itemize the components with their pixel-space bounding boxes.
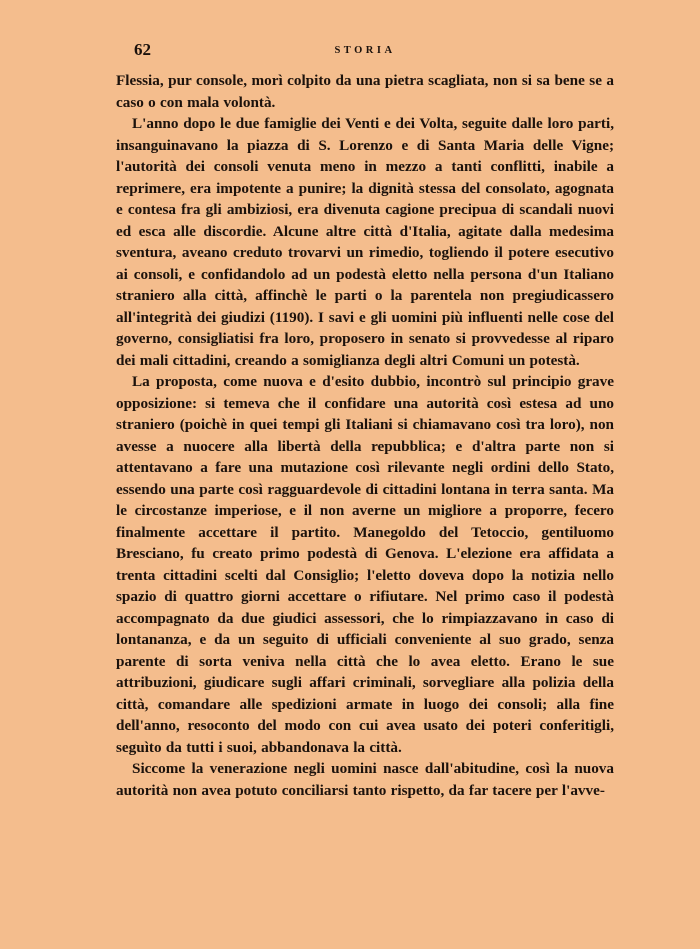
body-text [116,70,614,801]
paragraph-4: Siccome la venerazione negli uomini nasce dall'abitudine, così la nuova autorità non avea potuto conciliarsi tanto rispetto, da far tacere per l'avve- [116,760,614,799]
book-page [116,36,614,801]
page-header [116,36,614,66]
running-head: STORIA [334,45,396,56]
paragraph-3: La proposta, come nuova e d'esito dubbio, incontrò sul principio grave opposizione: si temeva che il confidare una autorità così estesa ad uno straniero (poichè in quei tempi gli Italiani si chiamavano così tra loro), non avesse a nuocere alla libertà della repubblica; e d'altra parte non si attentavano a fare una mutazione così rilevante negli ordini dello Stato, essendo una parte così ragguardevole di cittadini lontana in terra santa. Ma le circostanze imperiose, e il non averne un migliore a proporre, fecero finalmente accettare il partito. Manegoldo del Tetoccio, gentiluomo Bresciano, fu creato primo podestà di Genova. L'elezione era affidata a trenta cittadini scelti dal Consiglio; l'eletto doveva dopo la notizia nello spazio di quattro giorni accettare o rifiutare. Nel primo caso il podestà accompagnato da due giudici assessori, che lo rimpiazzavano in caso di lontananza, e da un seguito di ufficiali conveniente al suo grado, senza parente di sorta veniva nella città che lo avea eletto. Erano le sue attribuzioni, giudicare sugli affari criminali, sorvegliare alla polizia della città, comandare alle spedizioni armate in luogo dei consoli; alla fine dell'anno, resoconto del modo con cui avea usato dei poteri conferitigli, seguìto da tutti i suoi, abbandonava la città. [116,373,614,756]
page-number: 62 [134,40,151,59]
paragraph-1: Flessia, pur console, morì colpito da una pietra scagliata, non si sa bene se a caso o con mala volontà. [116,72,614,111]
paragraph-2: L'anno dopo le due famiglie dei Venti e dei Volta, seguite dalle loro parti, insanguinavano la piazza di S. Lorenzo e di Santa Maria delle Vigne; l'autorità dei consoli venuta meno in mezzo a tanti conflitti, inabile a reprimere, era impotente a punire; la dignità stessa del consolato, agognata e contesa fra gli ambiziosi, era divenuta cagione precipua di scandali nuovi ed esca alle discordie. Alcune altre città d'Italia, agitate dalla medesima sventura, aveano creduto trovarvi un rimedio, togliendo il potere esecutivo ai consoli, e confidandolo ad un podestà eletto nella persona d'un Italiano straniero alla città, affinchè le parti o la parentela non pregiudicassero all'integrità dei giudizi (1190). I savi e gli uomini più influenti nelle cose del governo, consigliatisi fra loro, proposero in senato si provvedesse al riparo dei mali cittadini, creando a somiglianza degli altri Comuni un potestà. [116,115,614,369]
